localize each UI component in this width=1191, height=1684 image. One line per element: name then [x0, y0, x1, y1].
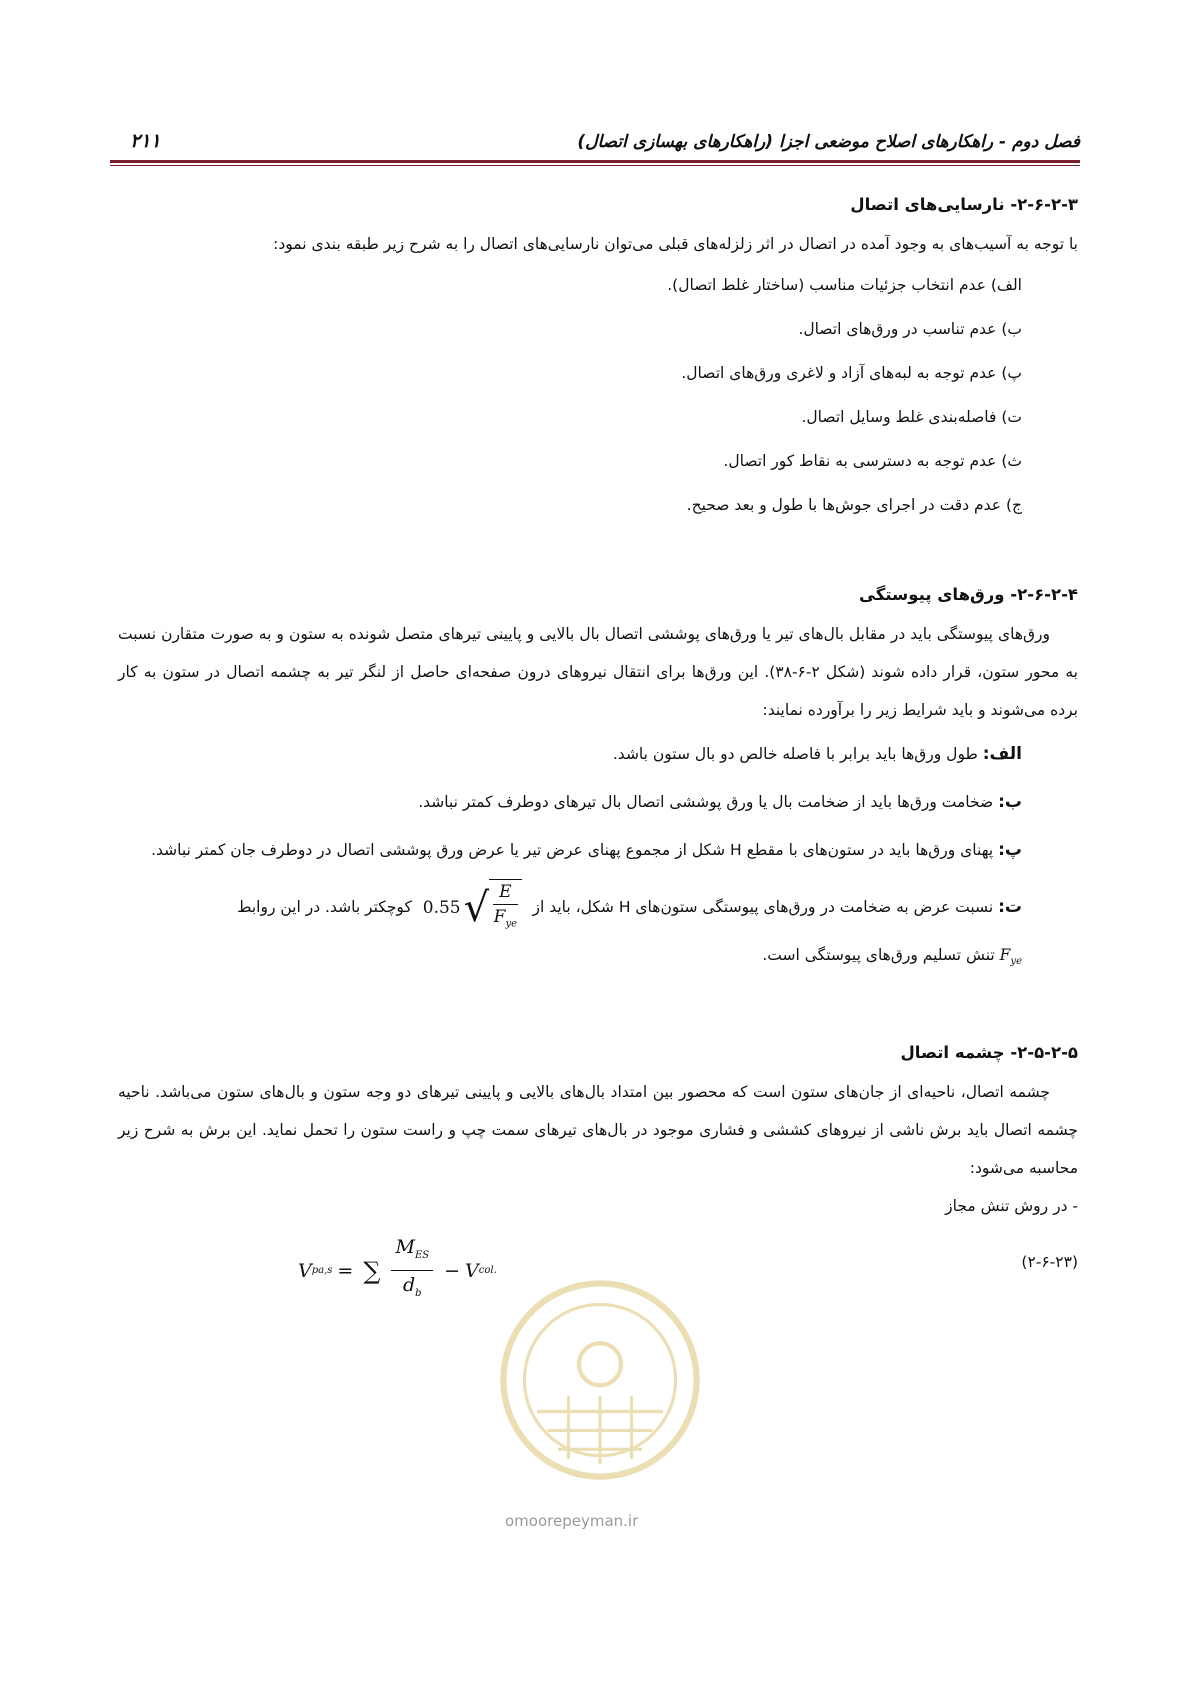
list-item: پ) عدم توجه به لبه‌های آزاد و لاغری ورق‌های اتصال. — [681, 364, 1022, 382]
equation-number: (۲-۶-۲۳) — [1021, 1253, 1078, 1272]
method-line: - در روش تنش مجاز — [945, 1197, 1078, 1216]
list-item: ب) عدم تناسب در ورق‌های اتصال. — [798, 320, 1022, 338]
watermark-seal-icon — [495, 1275, 705, 1485]
list-item: ت) فاصله‌بندی غلط وسایل اتصال. — [801, 408, 1022, 426]
header-rule — [110, 160, 1080, 163]
equation-fraction: $M_{ES}$ $d_b$ — [391, 1233, 433, 1308]
list-item — [118, 783, 1022, 821]
formula-fraction — [489, 879, 521, 936]
page-content — [118, 185, 1078, 1303]
item-text: نسبت عرض به ضخامت در ورق‌های پیوستگی ستون‌های H شکل، باید از — [532, 898, 994, 917]
item-text: طول ورق‌ها باید برابر با فاصله خالص دو بال ستون باشد. — [612, 745, 978, 763]
sqrt-symbol: √ — [463, 884, 490, 931]
item-text: تنش تسلیم ورق‌های پیوستگی است. — [762, 946, 995, 965]
condition-list — [118, 735, 1078, 981]
item-text: کوچکتر باشد. در این روابط — [237, 898, 412, 917]
list-item: ج) عدم دقت در اجرای جوش‌ها با طول و بعد صحیح. — [686, 496, 1022, 514]
list-item — [118, 735, 1022, 773]
item-label: ب: — [998, 792, 1022, 812]
fraction-numerator: E — [493, 880, 517, 905]
slenderness-formula — [423, 879, 522, 936]
item-label: پ: — [998, 840, 1022, 860]
list-item — [118, 831, 1022, 869]
page-header — [110, 128, 1080, 168]
deficiency-list — [118, 263, 1078, 527]
paragraph: چشمه اتصال، ناحیه‌ای از جان‌های ستون است که محصور بین امتداد بال‌های بالایی و پایینی تیرهای دو وجه ستون و بال‌های ستون می‌باشد. ناحیه چشمه اتصال باید برش ناشی از نیروهای کششی و فشاری موجود در بال‌های تیرهای سمت چپ و راست ستون را تحمل نماید. این برش به شرح زیر محاسبه می‌شود: — [118, 1083, 1078, 1178]
equation-formula: V pa,s = ∑ $M_{ES}$ $d_b$ − V col. — [298, 1233, 497, 1308]
paragraph: ورق‌های پیوستگی باید در مقابل بال‌های تیر یا ورق‌های پوششی اتصال بال بالایی و پایینی تیرهای متصل شونده به ستون و به صورت متقارن نسبت به محور ستون، قرار داده شوند (شکل ۲-۶-۳۸). این ورق‌ها برای انتقال نیروهای درون صفحه‌ای حاصل از لنگر تیر به چشمه اتصال در ستون به کار برده می‌شوند و باید شرایط زیر را برآورده نمایند: — [118, 625, 1078, 719]
section-title-deficiencies: ۲-۶-۲-۳- نارسایی‌های اتصال — [850, 195, 1078, 214]
watermark-site-text: omoorepeyman.ir — [505, 1512, 639, 1530]
list-item: الف) عدم انتخاب جزئیات مناسب (ساختار غلط اتصال). — [667, 276, 1022, 294]
header-rule-thin — [110, 165, 1080, 166]
yield-stress-symbol: $F_{ye}$ — [999, 946, 1022, 968]
section-title-panel-zone: ۲-۵-۲-۵- چشمه اتصال — [900, 1043, 1078, 1063]
running-title: فصل دوم - راهکارهای اصلاح موضعی اجزا (راهکارهای بهسازی اتصال) — [577, 132, 1080, 152]
formula-coefficient: 0.55 — [422, 897, 461, 918]
paragraph: با توجه به آسیب‌های به وجود آمده در اتصال در اثر زلزله‌های قبلی می‌توان نارسایی‌های اتصال را به شرح زیر طبقه بندی نمود: — [273, 235, 1078, 253]
fraction-denominator: $F_{ye}$ — [493, 907, 518, 930]
item-text: پهنای ورق‌ها باید در ستون‌های با مقطع H شکل از مجموع پهنای عرض تیر یا عرض ورق پوششی اتصال در دوطرف جان کمتر نباشد. — [151, 841, 994, 859]
item-text: ضخامت ورق‌ها باید از ضخامت بال یا ورق پوششی اتصال بال تیرهای دوطرف کمتر نباشد. — [418, 793, 994, 811]
page-number: ۲۱۱ — [130, 130, 161, 152]
item-label: ت: — [998, 897, 1022, 918]
list-item — [118, 879, 1022, 981]
list-item: ث) عدم توجه به دسترسی به نقاط کور اتصال. — [723, 452, 1022, 470]
item-label: الف: — [982, 744, 1022, 764]
section-title-continuity-plates: ۲-۶-۲-۴- ورق‌های پیوستگی — [859, 585, 1078, 604]
